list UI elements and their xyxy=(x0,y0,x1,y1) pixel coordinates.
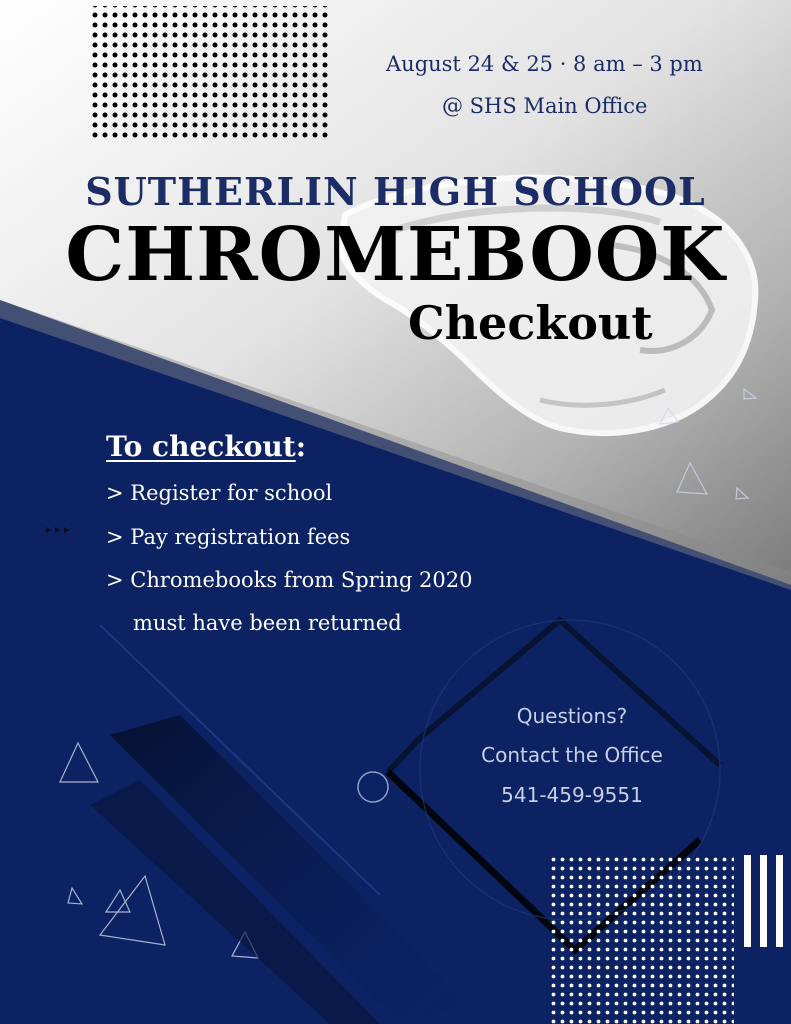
requirement-fees: > Pay registration fees xyxy=(106,525,351,549)
flyer-title: CHROMEBOOK xyxy=(65,212,726,298)
checkout-heading-colon: : xyxy=(295,430,307,463)
requirement-return-cont: must have been returned xyxy=(133,611,402,635)
checkout-heading-text: To checkout xyxy=(106,430,296,463)
white-vertical-bars xyxy=(744,855,783,947)
flyer-subtitle: Checkout xyxy=(408,296,653,350)
contact-instruction: Contact the Office xyxy=(481,743,663,767)
halftone-dots-bottom xyxy=(548,856,734,1024)
halftone-dots-top xyxy=(88,6,328,141)
school-name: SUTHERLIN HIGH SCHOOL xyxy=(85,169,706,214)
requirement-register: > Register for school xyxy=(106,481,333,505)
contact-phone: 541-459-9551 xyxy=(501,783,643,807)
requirement-return: > Chromebooks from Spring 2020 xyxy=(106,568,473,592)
checkout-heading xyxy=(106,430,306,463)
event-location: @ SHS Main Office xyxy=(442,94,648,118)
event-dates-times: August 24 & 25 · 8 am – 3 pm xyxy=(386,52,703,76)
contact-question: Questions? xyxy=(516,704,628,728)
